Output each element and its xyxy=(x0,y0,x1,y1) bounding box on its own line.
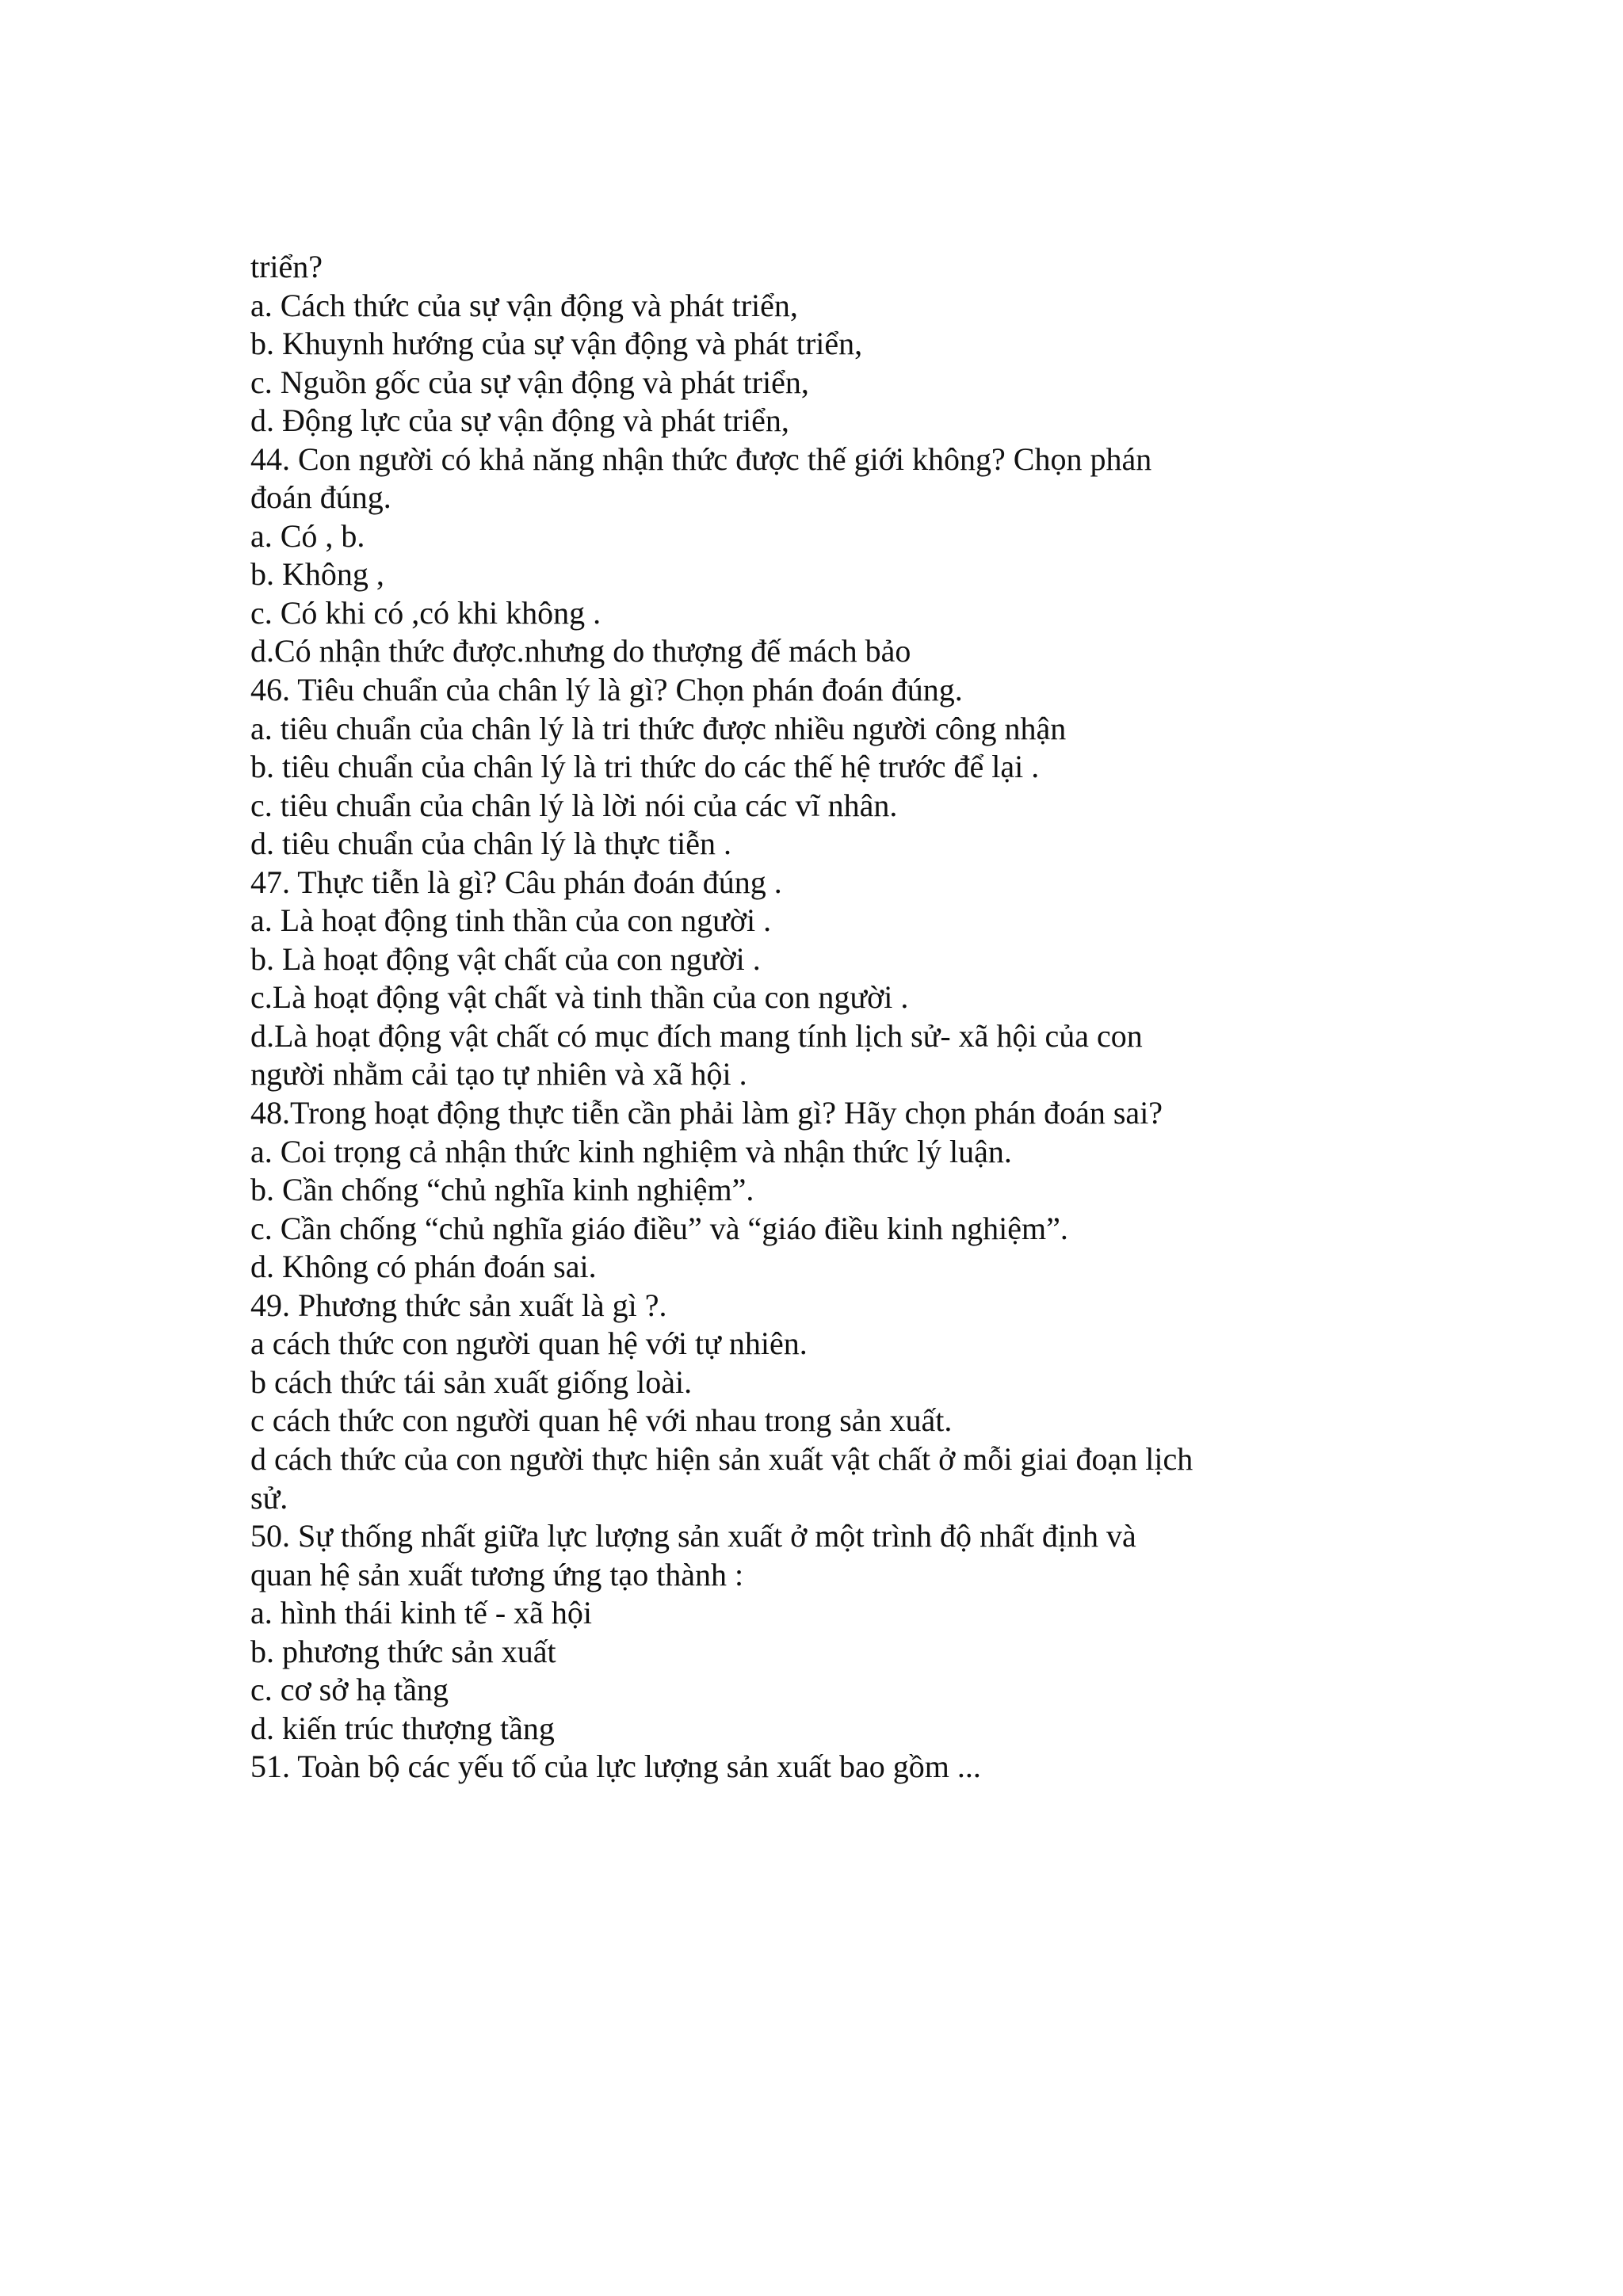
question-50-line: quan hệ sản xuất tương ứng tạo thành : xyxy=(250,1556,744,1592)
answer-option-line: b. Cần chống “chủ nghĩa kinh nghiệm”. xyxy=(250,1172,754,1208)
answer-option-line: a. tiêu chuẩn của chân lý là tri thức được nhiều người công nhận xyxy=(250,710,1067,746)
answer-option-line: d. Động lực của sự vận động và phát triển, xyxy=(250,402,789,439)
question-49-line: 49. Phương thức sản xuất là gì ?. xyxy=(250,1287,667,1323)
answer-option-line: c cách thức con người quan hệ với nhau trong sản xuất. xyxy=(250,1402,953,1439)
answer-option-line: d. tiêu chuẩn của chân lý là thực tiễn . xyxy=(250,826,732,862)
answer-option-line: sử. xyxy=(250,1479,288,1516)
answer-option-line: b cách thức tái sản xuất giống loài. xyxy=(250,1363,693,1400)
answer-option-line: c. tiêu chuẩn của chân lý là lời nói của các vĩ nhân. xyxy=(250,787,898,823)
answer-option-line: người nhằm cải tạo tự nhiên và xã hội . xyxy=(250,1056,747,1093)
answer-option-line: a. Có , b. xyxy=(250,517,365,554)
answer-option-line: c. Có khi có ,có khi không . xyxy=(250,594,601,631)
answer-option-line: d. kiến trúc thượng tầng xyxy=(250,1710,555,1746)
answer-option-line: a. Cách thức của sự vận động và phát triển, xyxy=(250,287,798,323)
answer-option-line: d cách thức của con người thực hiện sản xuất vật chất ở mỗi giai đoạn lịch xyxy=(250,1440,1193,1477)
question-47-line: 47. Thực tiễn là gì? Câu phán đoán đúng . xyxy=(250,864,782,900)
answer-option-line: d.Có nhận thức được.nhưng do thượng đế mách bảo xyxy=(250,633,911,669)
answer-option-line: d.Là hoạt động vật chất có mục đích mang tính lịch sử- xã hội của con xyxy=(250,1017,1143,1054)
answer-option-line: b. Khuynh hướng của sự vận động và phát triển, xyxy=(250,326,863,362)
answer-option-line: c. cơ sở hạ tầng xyxy=(250,1672,449,1708)
question-46-line: 46. Tiêu chuẩn của chân lý là gì? Chọn phán đoán đúng. xyxy=(250,672,963,708)
question-48-line: 48.Trong hoạt động thực tiễn cần phải làm gì? Hãy chọn phán đoán sai? xyxy=(250,1095,1163,1131)
answer-option-line: c.Là hoạt động vật chất và tinh thần của con người . xyxy=(250,979,909,1016)
question-44-line: đoán đúng. xyxy=(250,479,391,516)
answer-option-line: a. Là hoạt động tinh thần của con người . xyxy=(250,902,772,939)
answer-option-line: b. Là hoạt động vật chất của con người . xyxy=(250,940,761,977)
answer-option-line: a. Coi trọng cả nhận thức kinh nghiệm và nhận thức lý luận. xyxy=(250,1133,1012,1169)
answer-option-line: c. Cần chống “chủ nghĩa giáo điều” và “giáo điều kinh nghiệm”. xyxy=(250,1210,1068,1246)
question-continuation-line: triển? xyxy=(250,249,323,284)
question-44-line: 44. Con người có khả năng nhận thức được thế giới không? Chọn phán xyxy=(250,441,1152,477)
answer-option-line: b. phương thức sản xuất xyxy=(250,1633,556,1669)
question-51-line: 51. Toàn bộ các yếu tố của lực lượng sản xuất bao gồm ... xyxy=(250,1749,981,1785)
document-text-block xyxy=(250,248,1296,1787)
answer-option-line: c. Nguồn gốc của sự vận động và phát triển, xyxy=(250,364,809,400)
answer-option-line: b. Không , xyxy=(250,556,384,593)
question-50-line: 50. Sự thống nhất giữa lực lượng sản xuất ở một trình độ nhất định và xyxy=(250,1518,1136,1554)
answer-option-line: a cách thức con người quan hệ với tự nhiên. xyxy=(250,1325,808,1362)
answer-option-line: b. tiêu chuẩn của chân lý là tri thức do các thế hệ trước để lại . xyxy=(250,749,1040,785)
answer-option-line: a. hình thái kinh tế - xã hội xyxy=(250,1595,593,1631)
answer-option-line: d. Không có phán đoán sai. xyxy=(250,1249,597,1285)
